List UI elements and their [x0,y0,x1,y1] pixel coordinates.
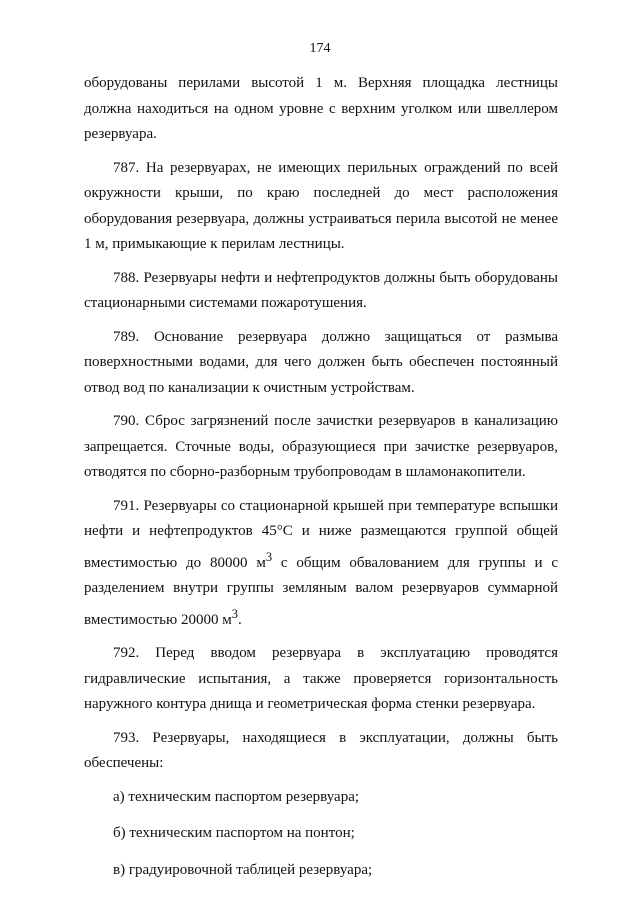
superscript-cubic-2: 3 [231,606,238,621]
page-number: 174 [309,41,331,56]
paragraph-continued: оборудованы перилами высотой 1 м. Верхняя площадка лестницы должна находиться на одном уровне с верхним уголком или швеллером резервуара. [84,75,558,142]
list-item-c: в) градуировочной таблицей резервуара; [113,861,373,878]
superscript-cubic-1: 3 [265,549,273,564]
paragraph-789: 789. Основание резервуара должно защищаться от размыва поверхностными водами, для чего должен быть обеспечен постоянный отвод вод по канализации к очистным устройствам. [84,328,558,396]
paragraph-793: 793. Резервуары, находящиеся в эксплуатации, должны быть обеспечены: [84,729,558,771]
paragraph-791 [84,494,558,634]
document-body [84,71,558,894]
list-item-b: б) техническим паспортом на понтон; [113,825,355,841]
list-item-a: а) техническим паспортом резервуара; [113,788,360,805]
paragraph-792: 792. Перед вводом резервуара в эксплуатацию проводятся гидравлические испытания, а также проверяется горизонтальность наружного контура днища и геометрическая форма стенки резервуара. [84,645,558,712]
paragraph-791-text-1: 791. Резервуары со стационарной крышей при температуре вспышки нефти и нефтепродуктов 45°С и ниже размещаются группой общей вместимостью до 80000 м [84,497,558,571]
paragraph-791-text-2: с общим обвалованием для группы и с разделением внутри группы земляным валом резервуаров суммарной вместимостью 20000 м [84,554,559,628]
paragraph-791-text-3: . [237,611,242,628]
paragraph-787: 787. На резервуарах, не имеющих перильных ограждений по всей окружности крыши, по краю последней до мест расположения оборудования резервуара, должны устраиваться перила высотой не менее 1 м, примыкающие к перилам лестницы. [84,159,558,252]
paragraph-788: 788. Резервуары нефти и нефтепродуктов должны быть оборудованы стационарными системами пожаротушения. [84,269,558,311]
paragraph-790: 790. Сброс загрязнений после зачистки резервуаров в канализацию запрещается. Сточные воды, образующиеся при зачистке резервуаров, отводятся по сборно-разборным трубопроводам в шламонакопители. [84,413,558,480]
